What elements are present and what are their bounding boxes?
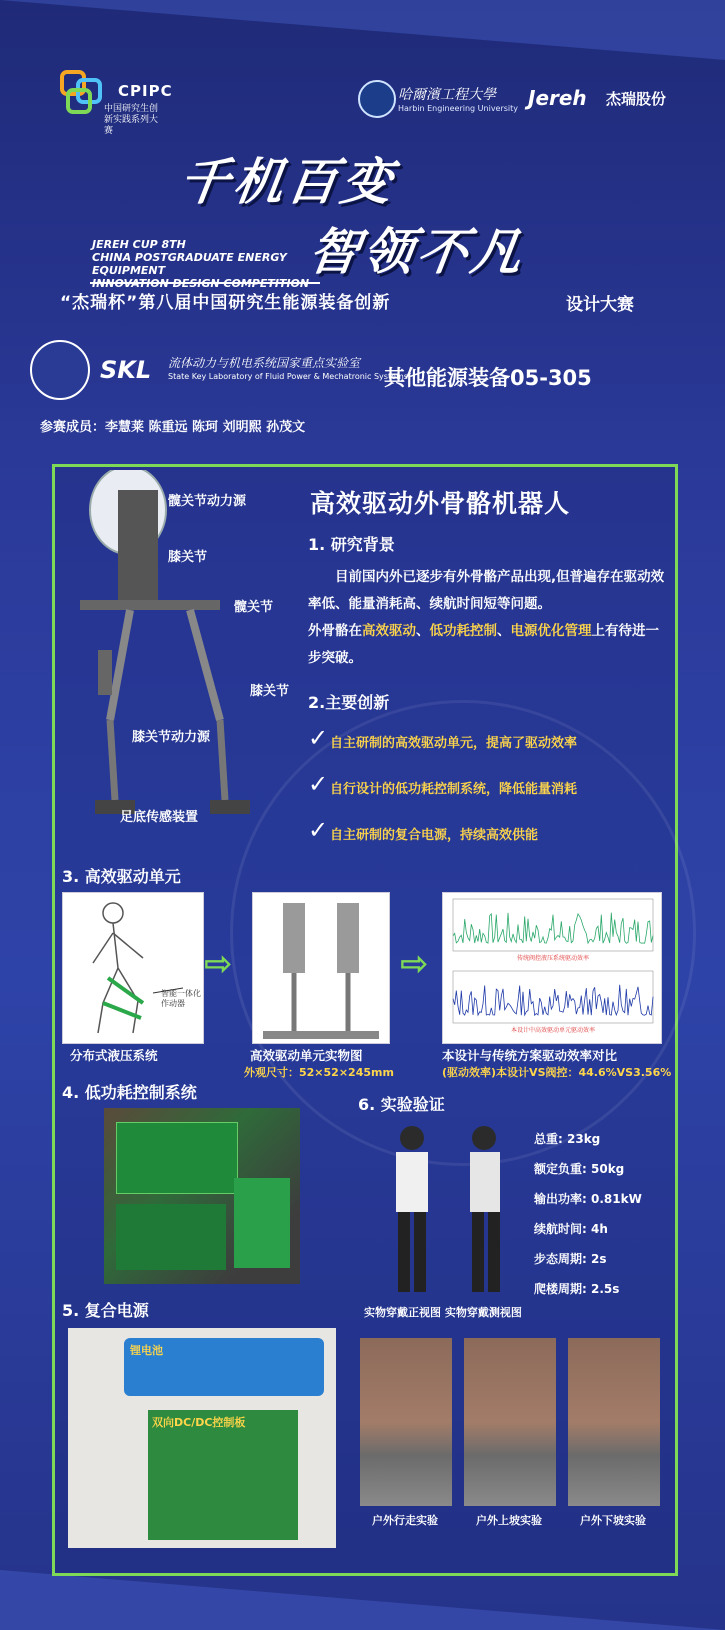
spec-label: 输出功率: xyxy=(534,1192,587,1206)
spec-item xyxy=(534,1220,642,1250)
divider xyxy=(90,282,320,284)
specs-list xyxy=(534,1130,642,1310)
section-title-background: 1. 研究背景 xyxy=(308,535,395,554)
team-members: 参赛成员：李慧莱 陈重远 陈珂 刘明熙 孙茂文 xyxy=(40,420,306,435)
section-title-control: 4. 低功耗控制系统 xyxy=(62,1083,197,1102)
label-knee-joint-top: 膝关节 xyxy=(168,550,208,565)
check-icon: ✓ xyxy=(308,770,329,798)
spec-label: 额定负重: xyxy=(534,1162,587,1176)
spec-item xyxy=(534,1130,642,1160)
decor-triangle-top xyxy=(0,0,725,60)
competition-name: “杰瑞杯”第八届中国研究生能源装备创新 xyxy=(60,293,391,313)
heu-seal-icon xyxy=(358,80,396,118)
university-name-en: Harbin Engineering University xyxy=(398,104,519,113)
composite-power-photo xyxy=(68,1328,336,1548)
circuit-board-icon xyxy=(234,1178,290,1268)
spec-value: 2s xyxy=(591,1252,607,1266)
drive-unit-photo xyxy=(252,892,390,1044)
spec-item xyxy=(534,1250,642,1280)
spec-label: 总重: xyxy=(534,1132,563,1146)
spec-label: 爬楼周期: xyxy=(534,1282,587,1296)
lab-name-en: State Key Laboratory of Fluid Power & Mechatronic Systems xyxy=(168,372,408,381)
experiment-photo-walk xyxy=(360,1338,452,1506)
background-text-2 xyxy=(308,618,668,672)
person-sketch-icon xyxy=(63,893,203,1043)
decor-triangle-bottom xyxy=(0,1570,725,1630)
cpipc-text: CPIPC xyxy=(118,82,173,100)
actuator-label: 智能一体化作动器 xyxy=(161,989,201,1008)
efficiency-chart-svg xyxy=(443,893,661,1043)
spec-label: 续航时间: xyxy=(534,1222,587,1236)
innovation-item: 自主研制的复合电源，持续高效供能 xyxy=(330,828,539,843)
main-title-line1: 千机百变 xyxy=(175,153,400,211)
cpipc-subtitle: 中国研究生创新实践系列大赛 xyxy=(104,104,159,136)
drive-unit-icon xyxy=(253,893,389,1043)
caption-walk: 户外行走实验 xyxy=(372,1514,438,1527)
label-knee-joint: 膝关节 xyxy=(250,684,290,699)
arrow-right-icon: ⇨ xyxy=(204,944,233,984)
text-sep: 、 xyxy=(416,623,430,639)
circuit-board-icon xyxy=(116,1204,226,1270)
sponsor-logo: Jereh xyxy=(528,86,587,110)
chart-series-line xyxy=(453,985,653,1015)
caption-uphill: 户外上坡实验 xyxy=(476,1514,542,1527)
lab-name: 流体动力与机电系统国家重点实验室 xyxy=(168,356,361,370)
spec-value: 50kg xyxy=(591,1162,625,1176)
label-hip-power: 髋关节动力源 xyxy=(168,494,247,509)
section-title-drive-unit: 3. 高效驱动单元 xyxy=(62,867,181,886)
cpipc-logo-icon xyxy=(58,68,106,116)
spec-value: 0.81kW xyxy=(591,1192,642,1206)
drive-unit-size: 外观尺寸：52×52×245mm xyxy=(244,1066,394,1079)
control-board-photo xyxy=(104,1108,300,1284)
keyword-drive: 高效驱动 xyxy=(362,623,416,639)
label-hip-joint: 髋关节 xyxy=(234,600,274,615)
wearing-photo xyxy=(372,1120,522,1300)
efficiency-comparison: (驱动效率)本设计VS阀控：44.6%VS3.56% xyxy=(442,1066,672,1079)
caption-wearing: 实物穿戴正视图 实物穿戴测视图 xyxy=(364,1306,522,1319)
poster-title: 高效驱动外骨骼机器人 xyxy=(310,489,571,518)
keyword-control: 低功耗控制 xyxy=(429,623,497,639)
sponsor-name: 杰瑞股份 xyxy=(606,90,667,108)
skl-logo: SKL xyxy=(100,356,152,384)
main-title-line2: 智领不凡 xyxy=(305,223,530,281)
zju-seal-icon xyxy=(30,340,90,400)
experiment-photo-downhill xyxy=(568,1338,660,1506)
section-title-power: 5. 复合电源 xyxy=(62,1301,149,1320)
text-plain: 外骨骼在 xyxy=(308,623,362,639)
text-sep: 、 xyxy=(497,623,511,639)
chart-panel-title: 本设计中高效驱动单元驱动效率 xyxy=(510,1027,596,1034)
spec-value: 2.5s xyxy=(591,1282,620,1296)
university-name: 哈爾濱工程大學 xyxy=(398,87,496,103)
exoskeleton-illustration xyxy=(70,470,300,860)
label-foot-sensor: 足底传感装置 xyxy=(120,810,199,825)
chart-frame xyxy=(453,971,653,1023)
check-icon: ✓ xyxy=(308,724,329,752)
english-title-line: CHINA POSTGRADUATE ENERGY EQUIPMENT xyxy=(92,251,287,277)
hydraulic-system-figure xyxy=(62,892,204,1044)
spec-item xyxy=(534,1160,642,1190)
circuit-board-icon xyxy=(116,1122,238,1194)
dcdc-label: 双向DC/DC控制板 xyxy=(152,1416,246,1429)
check-icon: ✓ xyxy=(308,816,329,844)
caption-hydraulic: 分布式液压系统 xyxy=(70,1048,158,1063)
section-title-innovation: 2.主要创新 xyxy=(308,693,390,712)
english-title-line: JEREH CUP 8TH xyxy=(92,238,186,251)
spec-item xyxy=(534,1190,642,1220)
battery-label: 锂电池 xyxy=(130,1344,163,1357)
text-plain: 上有待进一步突破。 xyxy=(308,623,659,666)
spec-item xyxy=(534,1280,642,1310)
efficiency-chart xyxy=(442,892,662,1044)
innovation-item: 自主研制的高效驱动单元，提高了驱动效率 xyxy=(330,736,578,751)
chart-frame xyxy=(453,899,653,951)
spec-value: 4h xyxy=(591,1222,608,1236)
chart-panel-title: 传统阀控液压系统驱动效率 xyxy=(516,955,590,962)
label-knee-power: 膝关节动力源 xyxy=(132,730,211,745)
caption-downhill: 户外下坡实验 xyxy=(580,1514,646,1527)
chart-series-line xyxy=(453,913,653,944)
spec-value: 23kg xyxy=(567,1132,601,1146)
wearer-figure-icon xyxy=(372,1120,522,1300)
keyword-power: 电源优化管理 xyxy=(510,623,592,639)
experiment-photo-uphill xyxy=(464,1338,556,1506)
arrow-right-icon: ⇨ xyxy=(400,944,429,984)
category-code: 其他能源装备05-305 xyxy=(384,366,592,390)
background-text: 目前国内外已逐步有外骨骼产品出现,但普遍存在驱动效率低、能量消耗高、续航时间短等问题。 xyxy=(308,569,665,612)
caption-drive-unit: 高效驱动单元实物图 xyxy=(250,1048,363,1063)
competition-name-suffix: 设计大赛 xyxy=(566,295,634,315)
innovation-item: 自行设计的低功耗控制系统，降低能量消耗 xyxy=(330,782,578,797)
section-title-experiment: 6. 实验验证 xyxy=(358,1095,445,1114)
spec-label: 步态周期: xyxy=(534,1252,587,1266)
background-paragraph xyxy=(308,564,668,672)
caption-efficiency: 本设计与传统方案驱动效率对比 xyxy=(442,1048,618,1063)
